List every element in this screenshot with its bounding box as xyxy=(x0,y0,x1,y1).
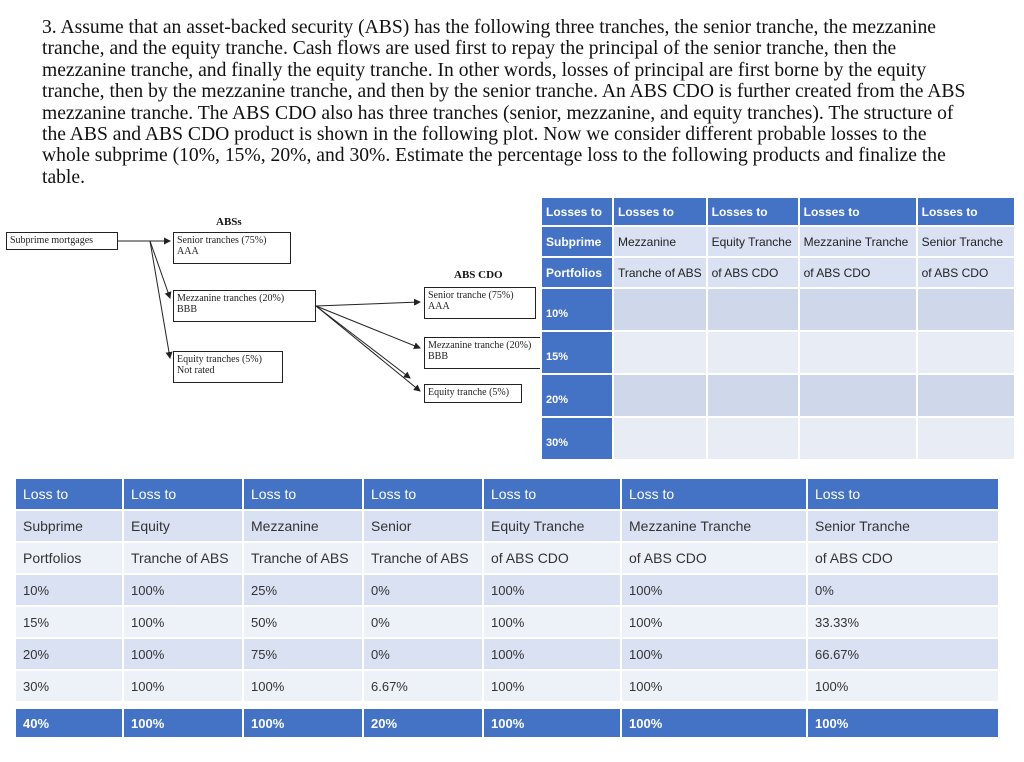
abs-senior-box xyxy=(173,232,291,264)
answer-subheader-cell: Portfolios xyxy=(15,542,123,574)
answer-highlight-row xyxy=(15,708,999,738)
answer-cell: 100% xyxy=(123,670,243,702)
answer-cell: 100% xyxy=(807,708,999,738)
answer-cell: 50% xyxy=(243,606,363,638)
template-subheader-row xyxy=(541,257,1015,288)
answer-header-cell: Loss to xyxy=(483,478,621,510)
answer-header-cell: Loss to xyxy=(807,478,999,510)
answer-cell: 100% xyxy=(621,606,807,638)
answer-cell: 100% xyxy=(123,574,243,606)
abs-equity-label: Equity tranches (5%) xyxy=(177,354,262,365)
template-subheader-cell: Mezzanine Tranche xyxy=(799,226,917,257)
subprime-mortgages-box xyxy=(6,232,118,250)
cdo-senior-box xyxy=(424,287,536,319)
answer-cell: 10% xyxy=(15,574,123,606)
answer-header-row xyxy=(15,478,999,510)
answer-subheader-cell: Tranche of ABS xyxy=(363,542,483,574)
answer-cell: 33.33% xyxy=(807,606,999,638)
answer-row xyxy=(15,670,999,702)
cdo-senior-label: Senior tranche (75%) xyxy=(428,290,514,301)
answer-cell: 100% xyxy=(483,708,621,738)
answer-header-cell: Loss to xyxy=(15,478,123,510)
template-header-cell: Losses to xyxy=(917,197,1015,226)
template-header-cell: Losses to xyxy=(799,197,917,226)
template-blank-cell xyxy=(613,374,707,417)
answer-cell: 100% xyxy=(483,670,621,702)
abs-senior-label: Senior tranches (75%) xyxy=(177,235,267,246)
answer-cell: 66.67% xyxy=(807,638,999,670)
template-subheader-row xyxy=(541,226,1015,257)
answer-cell: 100% xyxy=(483,606,621,638)
answer-cell: 100% xyxy=(483,574,621,606)
answer-subheader-cell: Tranche of ABS xyxy=(243,542,363,574)
answer-row xyxy=(15,638,999,670)
template-subheader-cell: Equity Tranche xyxy=(707,226,799,257)
answer-subheader-cell: of ABS CDO xyxy=(621,542,807,574)
answer-cell: 100% xyxy=(123,606,243,638)
template-blank-cell xyxy=(917,288,1015,331)
cdo-senior-rating: AAA xyxy=(428,301,450,312)
template-blank-cell xyxy=(799,417,917,460)
template-rate-cell: 10% xyxy=(541,288,613,331)
template-blank-cell xyxy=(799,374,917,417)
template-blank-cell xyxy=(613,331,707,374)
answer-subheader-cell: Senior Tranche xyxy=(807,510,999,542)
abs-mezzanine-box xyxy=(173,290,316,322)
answer-cell: 15% xyxy=(15,606,123,638)
answer-cell: 40% xyxy=(15,708,123,738)
abs-senior-rating: AAA xyxy=(177,246,199,257)
answer-cell: 100% xyxy=(243,708,363,738)
answer-cell: 100% xyxy=(621,708,807,738)
abs-mezzanine-rating: BBB xyxy=(177,304,198,315)
answer-header-cell: Loss to xyxy=(243,478,363,510)
template-subheader-cell: Mezzanine xyxy=(613,226,707,257)
template-rate-cell: 15% xyxy=(541,331,613,374)
template-blank-cell xyxy=(613,288,707,331)
answer-header-cell: Loss to xyxy=(621,478,807,510)
template-blank-cell xyxy=(707,417,799,460)
cdo-equity-box xyxy=(424,384,522,403)
abs-equity-rating: Not rated xyxy=(177,365,215,376)
answer-cell: 20% xyxy=(363,708,483,738)
template-blank-cell xyxy=(917,417,1015,460)
answer-cell: 30% xyxy=(15,670,123,702)
template-blank-cell xyxy=(707,374,799,417)
template-subheader-cell: Senior Tranche xyxy=(917,226,1015,257)
answer-header-cell: Loss to xyxy=(363,478,483,510)
cdo-mezzanine-box xyxy=(424,337,542,369)
answer-cell: 6.67% xyxy=(363,670,483,702)
answer-subheader-cell: of ABS CDO xyxy=(807,542,999,574)
answer-cell: 25% xyxy=(243,574,363,606)
answer-cell: 0% xyxy=(363,638,483,670)
abs-equity-box xyxy=(173,351,283,383)
template-header-row xyxy=(541,197,1015,226)
cdo-mezzanine-label: Mezzanine tranche (20%) xyxy=(428,340,532,351)
template-blank-cell xyxy=(917,374,1015,417)
template-rate-cell: 20% xyxy=(541,374,613,417)
answer-cell: 20% xyxy=(15,638,123,670)
template-header-cell: Losses to xyxy=(707,197,799,226)
answer-cell: 100% xyxy=(621,638,807,670)
answer-cell: 0% xyxy=(363,606,483,638)
answer-cell: 100% xyxy=(123,708,243,738)
answer-subheader-cell: Equity xyxy=(123,510,243,542)
answer-row xyxy=(15,606,999,638)
template-row xyxy=(541,417,1015,460)
answer-cell: 100% xyxy=(483,638,621,670)
template-subheader-cell: of ABS CDO xyxy=(799,257,917,288)
answer-cell: 100% xyxy=(621,670,807,702)
answer-subheader-cell: Equity Tranche xyxy=(483,510,621,542)
template-blank-cell xyxy=(799,331,917,374)
template-rate-cell: 30% xyxy=(541,417,613,460)
abs-cdo-title: ABS CDO xyxy=(454,269,503,281)
answer-subheader-cell: Mezzanine xyxy=(243,510,363,542)
template-subheader-cell: Portfolios xyxy=(541,257,613,288)
answer-subheader-row xyxy=(15,542,999,574)
template-row xyxy=(541,331,1015,374)
template-row xyxy=(541,374,1015,417)
template-subheader-cell: Tranche of ABS xyxy=(613,257,707,288)
answer-cell: 100% xyxy=(243,670,363,702)
cdo-equity-label: Equity tranche (5%) xyxy=(428,387,510,398)
answer-subheader-cell: of ABS CDO xyxy=(483,542,621,574)
answer-cell: 100% xyxy=(123,638,243,670)
template-blank-cell xyxy=(917,331,1015,374)
template-header-cell: Losses to xyxy=(541,197,613,226)
answer-subheader-row xyxy=(15,510,999,542)
abs-mezzanine-label: Mezzanine tranches (20%) xyxy=(177,293,285,304)
answer-header-cell: Loss to xyxy=(123,478,243,510)
loss-template-table xyxy=(540,196,1016,461)
template-subheader-cell: of ABS CDO xyxy=(707,257,799,288)
abs-cdo-structure-diagram xyxy=(0,208,545,438)
template-blank-cell xyxy=(707,288,799,331)
answer-cell: 100% xyxy=(621,574,807,606)
abs-title: ABSs xyxy=(216,216,242,228)
template-blank-cell xyxy=(799,288,917,331)
answer-subheader-cell: Mezzanine Tranche xyxy=(621,510,807,542)
template-row xyxy=(541,288,1015,331)
answer-cell: 0% xyxy=(363,574,483,606)
subprime-label: Subprime mortgages xyxy=(10,235,94,246)
answer-row xyxy=(15,574,999,606)
answer-subheader-cell: Tranche of ABS xyxy=(123,542,243,574)
template-blank-cell xyxy=(707,331,799,374)
problem-statement: 3. Assume that an asset-backed security (ABS) has the following three tranches, the senior tranche, the mezzanine tranche, and the equity tranche. Cash flows are used first to repay the principal of the senior tranche, then the mezzanine tranche, and finally the equity tranche. In other words, losses of principal are first borne by the equity tranche, then by the mezzanine tranche, and then by the senior tranche. An ABS CDO is further created from the ABS mezzanine tranche. The ABS CDO also has three tranches (senior, mezzanine, and equity tranches). The structure of the ABS and ABS CDO product is shown in the following plot. Now we consider different probable losses to the whole subprime (10%, 15%, 20%, and 30%. Estimate the percentage loss to the following products and finalize the table. xyxy=(42,17,966,188)
template-header-cell: Losses to xyxy=(613,197,707,226)
cdo-mezzanine-rating: BBB xyxy=(428,351,449,362)
template-blank-cell xyxy=(613,417,707,460)
answer-subheader-cell: Senior xyxy=(363,510,483,542)
template-subheader-cell: Subprime xyxy=(541,226,613,257)
loss-answer-table xyxy=(14,477,1000,739)
template-subheader-cell: of ABS CDO xyxy=(917,257,1015,288)
answer-subheader-cell: Subprime xyxy=(15,510,123,542)
answer-cell: 0% xyxy=(807,574,999,606)
answer-cell: 100% xyxy=(807,670,999,702)
answer-cell: 75% xyxy=(243,638,363,670)
